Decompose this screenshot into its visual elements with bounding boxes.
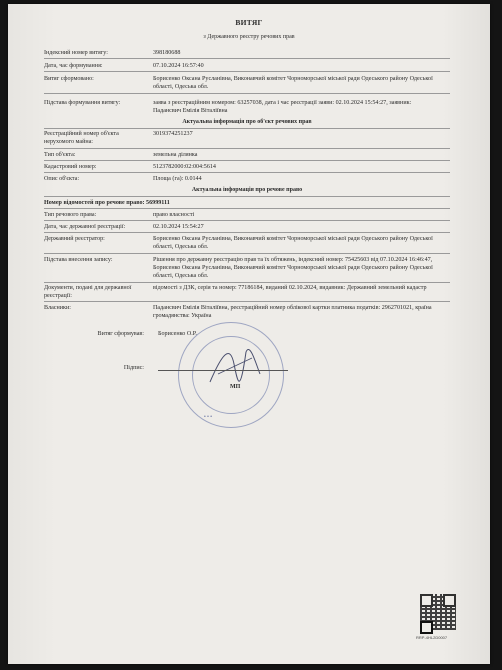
cadastral-number-label: Кадастровий номер:	[44, 164, 97, 170]
divider	[44, 172, 450, 173]
basis-value: заява з реєстраційним номером: 63257038, дата і час реєстрації заяви: 02.10.2024 15:54:27, заявник: Падансвич Емілія Віталіївна	[153, 100, 412, 114]
formed-by-footer-value: Борисенко О.Р.	[158, 331, 197, 337]
object-reg-number-label: Реєстраційний номер об'єкта нерухомого майна:	[44, 131, 119, 145]
divider	[44, 128, 450, 129]
object-type-value: земельна ділянка	[153, 152, 198, 158]
documents-value: відомості з ДЗК, серія та номер: 77186184, виданий 02.10.2024, видавник: Державний земельний кадастр	[153, 285, 427, 291]
object-reg-number-value: 3019374251237	[153, 131, 193, 137]
document-page	[8, 4, 490, 664]
registrar-value: Борисенко Оксана Русланівна, Виконавчий комітет Чорноморської міської ради Одеського району Одеської області, Одеська обл.	[153, 236, 433, 250]
qr-code-caption: RRP-4HL2D0007	[416, 635, 448, 640]
divider	[44, 58, 450, 59]
divider	[44, 253, 450, 254]
owners-label: Власники:	[44, 305, 71, 311]
registration-date-value: 02.10.2024 15:54:27	[153, 224, 204, 230]
divider	[44, 208, 450, 209]
formed-by-value: Борисенко Оксана Русланівна, Виконавчий комітет Чорноморської міської ради Одеського району Одеської області, Одеська обл.	[153, 76, 433, 90]
section-right-title: Актуальна інформація про речове право	[191, 187, 303, 193]
registration-date-label: Дата, час державної реєстрації:	[44, 224, 126, 230]
divider	[44, 93, 450, 94]
object-type-label: Тип об'єкта:	[44, 152, 76, 158]
formed-by-label: Витяг сформовано:	[44, 76, 94, 82]
divider	[44, 160, 450, 161]
signature-line	[158, 370, 288, 371]
divider	[44, 71, 450, 72]
divider	[44, 196, 450, 197]
formed-date-value: 07.10.2024 16:57:40	[153, 63, 204, 69]
registrar-label: Державний реєстратор:	[44, 236, 105, 242]
document-subtitle: з Державного реєстру речових прав	[203, 34, 295, 40]
formed-by-footer-label: Витяг сформував:	[97, 331, 144, 337]
owners-value: Падансвич Емілія Віталіївна, реєстраційний номер облікової картки платника податків: 2962701021, країна громадянства: Україна	[153, 305, 432, 319]
entry-basis-value: Рішення про державну реєстрацію прав та їх обтяжень, індексний номер: 75425603 від 07.10.2024 16:46:47, Борисенко Оксана Русланівна, Виконавчий комітет Чорноморської міської ради Одеського району Одеської області, Одеська обл.	[153, 257, 433, 279]
divider	[44, 148, 450, 149]
object-description-label: Опис об'єкта:	[44, 176, 80, 182]
section-object-title: Актуальна інформація про об'єкт речових прав	[182, 119, 312, 125]
cadastral-number-value: 5123782000:02:004:5614	[153, 164, 216, 170]
divider	[44, 282, 450, 283]
right-type-label: Тип речового права:	[44, 212, 97, 218]
basis-label: Підстава формування витягу:	[44, 100, 121, 106]
entry-basis-label: Підстава внесення запису:	[44, 257, 113, 263]
divider	[44, 232, 450, 233]
right-number-line: Номер відомостей про речове право: 56999111	[44, 200, 170, 206]
signature-scribble	[200, 334, 270, 404]
stamp-place-mark: МП	[230, 384, 241, 390]
divider	[44, 301, 450, 302]
index-number-label: Індексний номер витягу:	[44, 50, 108, 56]
right-type-value: право власності	[153, 212, 195, 218]
documents-label: Документи, подані для державної реєстрації:	[44, 285, 132, 299]
index-number-value: 398180688	[153, 50, 181, 56]
object-description-value: Площа (га): 0.0144	[153, 176, 202, 182]
seal-text: • • •	[204, 414, 213, 420]
qr-code-corner	[420, 621, 433, 634]
document-title: ВИТЯГ	[235, 18, 263, 27]
signature-label: Підпис:	[123, 365, 144, 371]
divider	[44, 220, 450, 221]
formed-date-label: Дата, час формування:	[44, 63, 103, 69]
